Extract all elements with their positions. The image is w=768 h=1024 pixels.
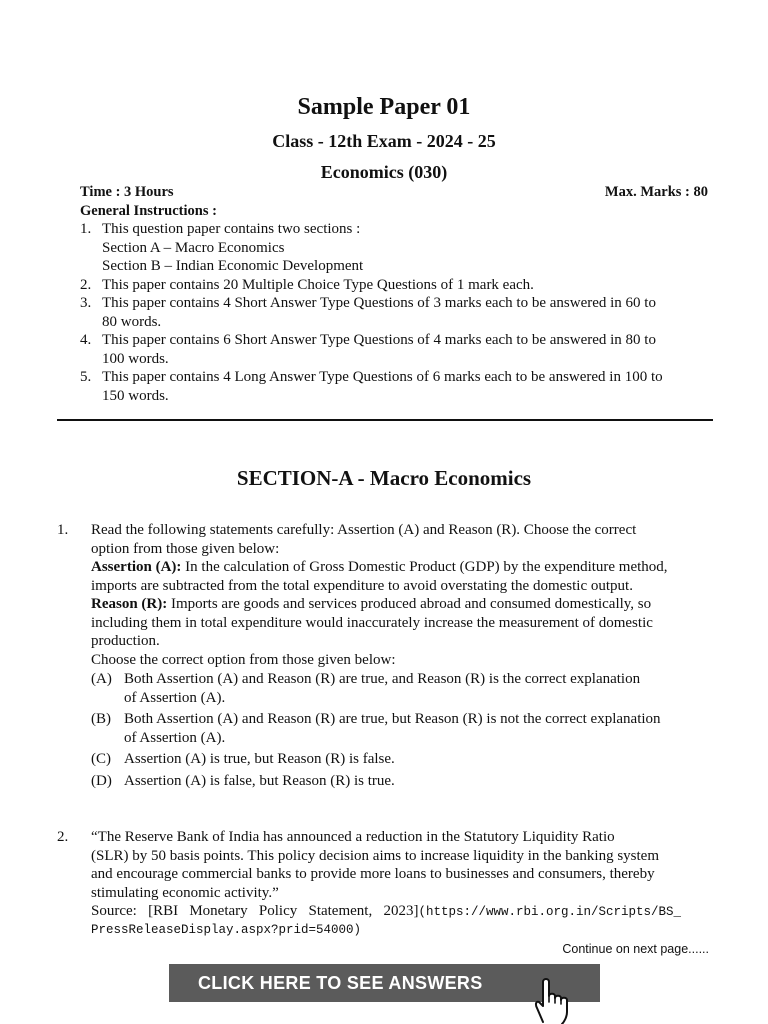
question-line: stimulating economic activity.” xyxy=(91,884,279,901)
option-c xyxy=(91,750,721,769)
continue-note: Continue on next page...... xyxy=(562,942,709,956)
class-line: Class - 12th Exam - 2024 - 25 xyxy=(272,131,496,151)
question-line: Read the following statements carefully: Assertion (A) and Reason (R). Choose the correct xyxy=(91,522,637,538)
instruction-line: This paper contains 20 Multiple Choice Type Questions of 1 mark each. xyxy=(102,276,534,293)
question-2 xyxy=(91,828,721,938)
see-answers-button[interactable]: CLICK HERE TO SEE ANSWERS xyxy=(169,964,600,1002)
instruction-item xyxy=(80,276,720,295)
option-text: Assertion (A) is true, but Reason (R) is false. xyxy=(124,751,395,767)
source-url-continued[interactable]: PressReleaseDisplay.aspx?prid=54000) xyxy=(91,922,362,937)
source-line xyxy=(91,902,721,922)
option-text: Both Assertion (A) and Reason (R) are true, but Reason (R) is not the correct explanation xyxy=(124,711,661,727)
source-label: Source: [RBI Monetary Policy Statement, 2023] xyxy=(91,903,419,919)
option-text: of Assertion (A). xyxy=(124,689,226,706)
reason-text: production. xyxy=(91,633,160,649)
option-text: of Assertion (A). xyxy=(124,729,226,746)
question-line: and encourage commercial banks to provide more loans to businesses and consumers, thereby xyxy=(91,866,655,882)
instruction-line: 150 words. xyxy=(102,387,169,404)
instruction-number: 4. xyxy=(80,332,92,348)
choose-line: Choose the correct option from those given below: xyxy=(91,651,396,668)
page-title: Sample Paper 01 xyxy=(297,94,471,120)
reason-text: including them in total expenditure would inaccurately increase the measurement of domestic xyxy=(91,614,653,631)
option-text: Both Assertion (A) and Reason (R) are true, and Reason (R) is the correct explanation xyxy=(124,671,641,687)
subject-line: Economics (030) xyxy=(320,162,448,182)
section-a-heading: SECTION-A - Macro Economics xyxy=(236,466,532,490)
source-url[interactable]: (https://www.rbi.org.in/Scripts/BS_ xyxy=(418,905,681,919)
option-label: (C) xyxy=(91,751,111,767)
instruction-item xyxy=(80,294,720,331)
question-line: (SLR) by 50 basis points. This policy decision aims to increase liquidity in the banking system xyxy=(91,847,660,864)
instruction-line: Section A – Macro Economics xyxy=(102,239,285,256)
instruction-line: This question paper contains two sections : xyxy=(102,221,361,237)
reason-line xyxy=(91,595,721,614)
assertion-text: In the calculation of Gross Domestic Product (GDP) by the expenditure method, xyxy=(181,559,668,575)
instructions-list xyxy=(80,220,720,405)
instruction-number: 3. xyxy=(80,295,92,311)
reason-label: Reason (R): xyxy=(91,596,168,612)
section-divider xyxy=(57,419,713,421)
instruction-number: 2. xyxy=(80,276,92,293)
question-line: “The Reserve Bank of India has announced a reduction in the Statutory Liquidity Ratio xyxy=(91,829,615,845)
option-b xyxy=(91,710,721,747)
question-2-number: 2. xyxy=(57,829,69,845)
instruction-number: 5. xyxy=(80,369,92,385)
question-1-number: 1. xyxy=(57,522,69,538)
instruction-number: 1. xyxy=(80,221,92,237)
instruction-line: 100 words. xyxy=(102,350,169,367)
option-d xyxy=(91,772,721,791)
hand-pointer-icon xyxy=(527,972,573,1024)
assertion-text: imports are subtracted from the total expenditure to avoid overstating the domestic output. xyxy=(91,577,633,594)
instruction-line: Section B – Indian Economic Development xyxy=(102,258,364,274)
instruction-item xyxy=(80,331,720,368)
option-label: (B) xyxy=(91,711,111,727)
instruction-item xyxy=(80,368,720,405)
max-marks-label: Max. Marks : 80 xyxy=(604,184,708,200)
reason-text: Imports are goods and services produced abroad and consumed domestically, so xyxy=(167,596,652,612)
instruction-line: This paper contains 6 Short Answer Type Questions of 4 marks each to be answered in 80 to xyxy=(102,332,656,348)
assertion-line xyxy=(91,558,721,577)
option-label: (A) xyxy=(91,671,112,687)
instruction-line: 80 words. xyxy=(102,313,162,330)
question-1 xyxy=(91,521,721,790)
instruction-line: This paper contains 4 Long Answer Type Questions of 6 marks each to be answered in 100 to xyxy=(102,369,663,385)
option-text: Assertion (A) is false, but Reason (R) is true. xyxy=(124,772,395,789)
question-line: option from those given below: xyxy=(91,540,280,557)
time-label: Time : 3 Hours xyxy=(80,184,174,200)
instruction-item xyxy=(80,220,720,276)
assertion-label: Assertion (A): xyxy=(91,559,182,575)
option-a xyxy=(91,670,721,707)
option-label: (D) xyxy=(91,772,112,789)
instruction-line: This paper contains 4 Short Answer Type Questions of 3 marks each to be answered in 60 to xyxy=(102,295,656,311)
instructions-heading: General Instructions : xyxy=(80,203,217,219)
